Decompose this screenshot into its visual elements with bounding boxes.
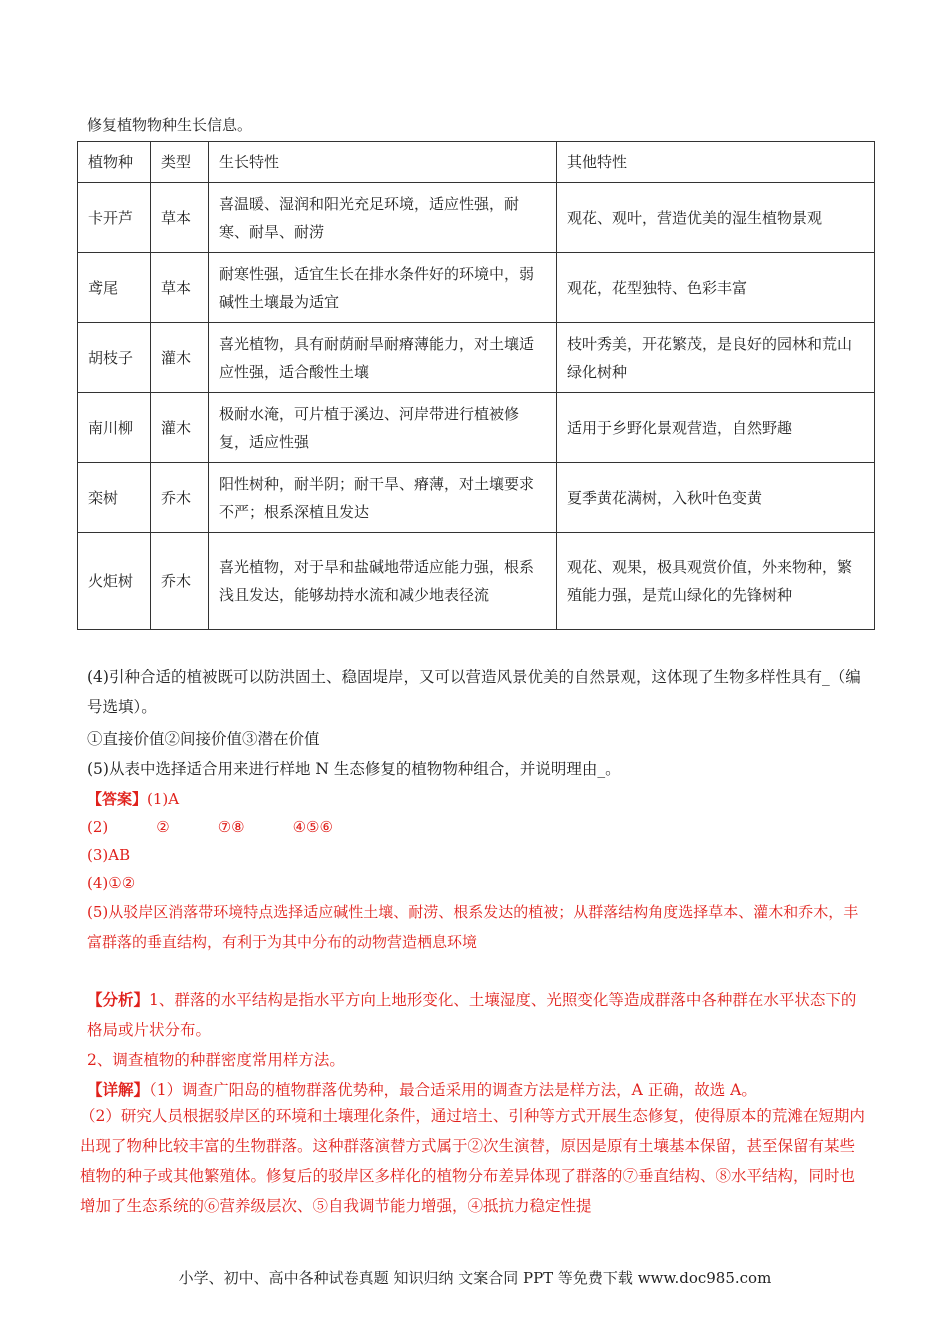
table-row: [78, 253, 875, 323]
growth-trait-cell: 喜温暖、湿润和阳光充足环境，适应性强，耐寒、耐旱、耐涝: [209, 183, 557, 253]
other-trait-cell: 夏季黄花满树，入秋叶色变黄: [557, 463, 875, 533]
header-cell: 植物种: [78, 142, 151, 183]
plant-name-cell: 栾树: [78, 463, 151, 533]
answer-1: [87, 785, 867, 813]
other-trait-cell: 适用于乡野化景观营造，自然野趣: [557, 393, 875, 463]
analysis-label: 【分析】: [87, 990, 150, 1009]
table-header-row: [78, 142, 875, 183]
answer-4: (4)①②: [87, 874, 136, 892]
answer-1-text: (1)A: [147, 790, 180, 808]
plant-info-table: [77, 141, 875, 630]
header-cell: 类型: [151, 142, 209, 183]
other-trait-cell: 观花，花型独特、色彩丰富: [557, 253, 875, 323]
answer-label: 【答案】: [87, 790, 148, 808]
table-row: [78, 323, 875, 393]
analysis-paragraph-1: [87, 985, 867, 1045]
page-footer: 小学、初中、高中各种试卷真题 知识归纳 文案合同 PPT 等免费下载 www.doc985.com: [178, 1269, 772, 1287]
table-row: [78, 183, 875, 253]
question-5: (5)从表中选择适合用来进行样地 N 生态修复的植物物种组合，并说明理由_。: [87, 760, 621, 778]
plant-type-cell: 灌木: [151, 323, 209, 393]
plant-type-cell: 灌木: [151, 393, 209, 463]
growth-trait-cell: 喜光植物，对于旱和盐碱地带适应能力强，根系浅且发达，能够劫持水流和减少地表径流: [209, 533, 557, 630]
analysis-paragraph-2: 2、调查植物的种群密度常用样方法。: [87, 1051, 345, 1069]
plant-name-cell: 卡开芦: [78, 183, 151, 253]
growth-trait-cell: 喜光植物，具有耐荫耐旱耐瘠薄能力，对土壤适应性强，适合酸性土壤: [209, 323, 557, 393]
header-cell: 其他特性: [557, 142, 875, 183]
header-cell: 生长特性: [209, 142, 557, 183]
answer-2: [87, 813, 867, 841]
answer-5: (5)从驳岸区消落带环境特点选择适应碱性土壤、耐涝、根系发达的植被；从群落结构角度选择草本、灌木和乔木，丰富群落的垂直结构，有利于为其中分布的动物营造栖息环境: [87, 903, 859, 951]
detail-text-1: （1）调查广阳岛的植物群落优势种，最合适采用的调查方法是样方法，A 正确，故选 A。: [149, 1081, 757, 1099]
analysis-text-1: 1、群落的水平结构是指水平方向上地形变化、土壤湿度、光照变化等造成群落中各种群在水平状态下的格局或片状分布。: [87, 991, 857, 1039]
plant-name-cell: 南川柳: [78, 393, 151, 463]
plant-type-cell: 草本: [151, 253, 209, 323]
answer-2-number: (2): [87, 818, 109, 836]
detail-paragraph-2: （2）研究人员根据驳岸区的环境和土壤理化条件，通过培土、引种等方式开展生态修复，使得原本的荒滩在短期内出现了物种比较丰富的生物群落。这种群落演替方式属于②次生演替，原因是原有土壤基本保留，甚至保留有某些植物的种子或其他繁殖体。修复后的驳岸区多样化的植物分布差异体现了群落的⑦垂直结构、⑧水平结构，同时也增加了生态系统的⑥营养级层次、⑤自我调节能力增强，④抵抗力稳定性提: [80, 1107, 865, 1215]
answer-3: (3)AB: [87, 846, 131, 864]
growth-trait-cell: 耐寒性强，适宜生长在排水条件好的环境中，弱碱性土壤最为适宜: [209, 253, 557, 323]
plant-type-cell: 草本: [151, 183, 209, 253]
question-4: (4)引种合适的植被既可以防洪固土、稳固堤岸，又可以营造风景优美的自然景观，这体现了生物多样性具有_（编号选填）。: [87, 668, 861, 716]
detail-label: 【详解】: [87, 1080, 150, 1099]
answer-2-part-1: ②: [156, 818, 170, 836]
table-row: [78, 533, 875, 630]
table-row: [78, 463, 875, 533]
plant-type-cell: 乔木: [151, 533, 209, 630]
plant-name-cell: 火炬树: [78, 533, 151, 630]
growth-trait-cell: 阳性树种，耐半阴；耐干旱、瘠薄，对土壤要求不严；根系深植且发达: [209, 463, 557, 533]
question-4-options: ①直接价值②间接价值③潜在价值: [87, 730, 320, 748]
plant-name-cell: 胡枝子: [78, 323, 151, 393]
other-trait-cell: 观花、观叶，营造优美的湿生植物景观: [557, 183, 875, 253]
answer-2-part-3: ④⑤⑥: [292, 818, 333, 836]
other-trait-cell: 观花、观果，极具观赏价值，外来物种，繁殖能力强，是荒山绿化的先锋树种: [557, 533, 875, 630]
other-trait-cell: 枝叶秀美，开花繁茂，是良好的园林和荒山绿化树种: [557, 323, 875, 393]
plant-name-cell: 鸢尾: [78, 253, 151, 323]
answer-2-part-2: ⑦⑧: [217, 818, 245, 836]
table-caption: 修复植物物种生长信息。: [87, 116, 253, 134]
growth-trait-cell: 极耐水淹，可片植于溪边、河岸带进行植被修复，适应性强: [209, 393, 557, 463]
plant-type-cell: 乔木: [151, 463, 209, 533]
table-row: [78, 393, 875, 463]
